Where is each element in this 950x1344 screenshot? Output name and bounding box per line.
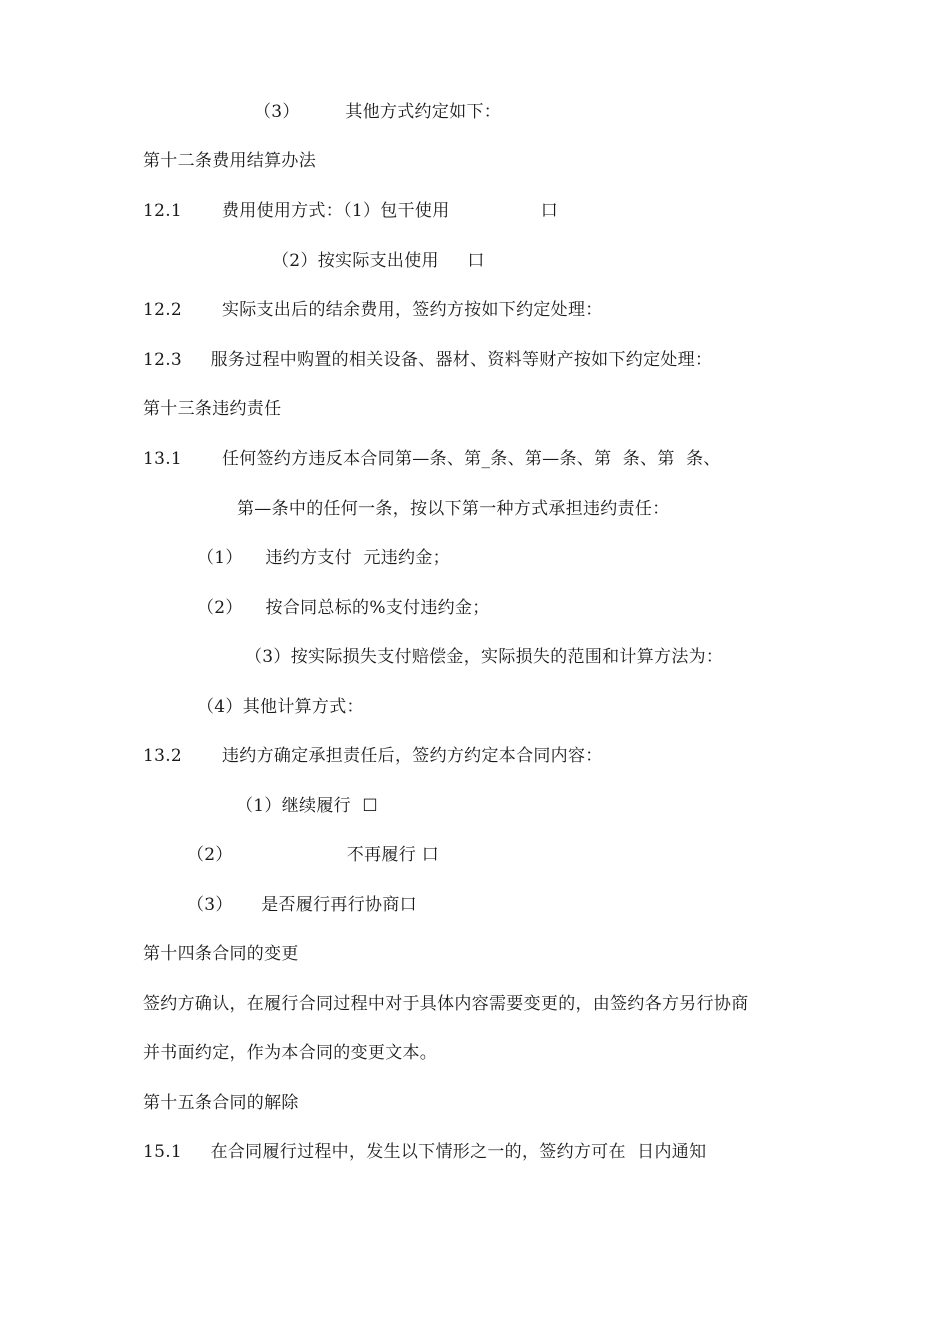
article-14-text-line-2: 并书面约定，作为本合同的变更文本。	[143, 1043, 438, 1063]
article-13-heading: 第十三条违约责任	[143, 399, 282, 419]
clause-12-1: 12.1 费用使用方式：（1）包干使用 口	[143, 201, 559, 221]
clause-13-1-option-2: （2） 按合同总标的%支付违约金；	[197, 598, 490, 618]
clause-12-2: 12.2 实际支出后的结余费用，签约方按如下约定处理：	[143, 300, 603, 320]
clause-13-2-option-1: （1）继续履行 ☐	[236, 796, 378, 816]
article-14-heading: 第十四条合同的变更	[143, 944, 299, 964]
clause-13-2: 13.2 违约方确定承担责任后，签约方约定本合同内容：	[143, 746, 603, 766]
clause-13-2-option-2: （2） 不再履行 口	[187, 845, 439, 865]
clause-13-1-continued: 第—条中的任何一条，按以下第一种方式承担违约责任：	[237, 499, 670, 519]
article-14-text-line-1: 签约方确认，在履行合同过程中对于具体内容需要变更的，由签约各方另行协商	[143, 994, 749, 1014]
clause-13-1: 13.1 任何签约方违反本合同第—条、第_条、第—条、第 条、第 条、	[143, 449, 721, 469]
clause-12-other-method: （3） 其他方式约定如下：	[254, 102, 502, 122]
clause-13-2-option-3: （3） 是否履行再行协商口	[187, 895, 417, 915]
article-12-heading: 第十二条费用结算办法	[143, 151, 316, 171]
article-15-heading: 第十五条合同的解除	[143, 1093, 299, 1113]
clause-13-1-option-3: （3）按实际损失支付赔偿金，实际损失的范围和计算方法为：	[245, 647, 724, 667]
clause-13-1-option-4: （4）其他计算方式：	[197, 697, 364, 717]
clause-12-3: 12.3 服务过程中购置的相关设备、器材、资料等财产按如下约定处理：	[143, 350, 713, 370]
clause-15-1: 15.1 在合同履行过程中，发生以下情形之一的，签约方可在 日内通知	[143, 1142, 707, 1162]
clause-13-1-option-1: （1） 违约方支付 元违约金；	[197, 548, 450, 568]
clause-12-1-option-2: （2）按实际支出使用 口	[272, 251, 485, 271]
